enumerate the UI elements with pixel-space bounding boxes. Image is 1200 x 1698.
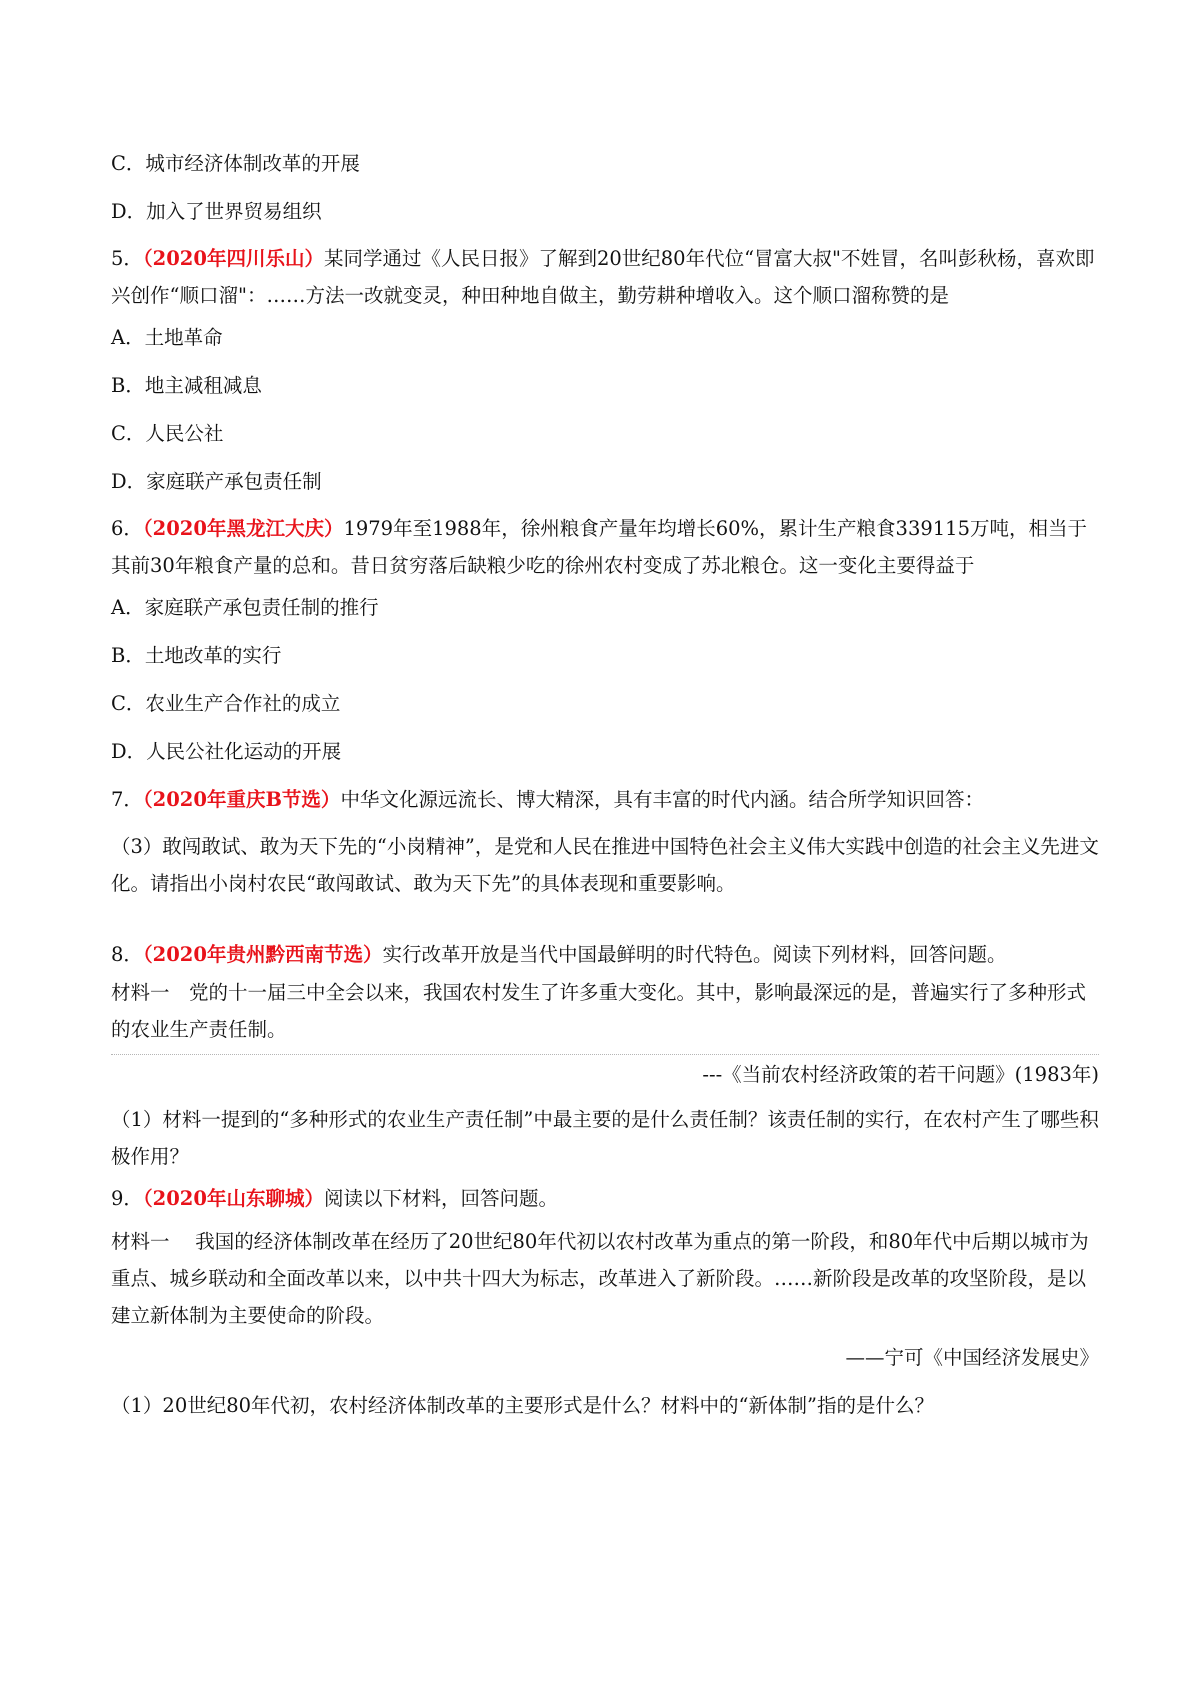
answer-space: [111, 902, 1099, 936]
q4-option-c[interactable]: C．城市经济体制改革的开展: [111, 152, 360, 175]
q8-source: （2020年贵州黔西南节选）: [142, 943, 383, 966]
q6-number: 6．: [111, 517, 143, 540]
q6-option-d[interactable]: D．人民公社化运动的开展: [111, 740, 342, 763]
q7-subquestion-3: （3）敢闯敢试、敢为天下先的“小岗精神”，是党和人民在推进中国特色社会主义伟大实践中创造的社会主义先进文化。请指出小岗村农民“敢闯敢试、敢为天下先”的具体表现和重要影响。: [111, 835, 1099, 895]
q9-stem: 阅读以下材料，回答问题。: [323, 1187, 558, 1210]
q7-stem: 中华文化源远流长、博大精深，具有丰富的时代内涵。结合所学知识回答：: [340, 788, 984, 811]
question-7: [111, 776, 1099, 824]
q7-number: 7．: [111, 788, 143, 811]
q8-stem: 实行改革开放是当代中国最鲜明的时代特色。阅读下列材料，回答问题。: [382, 943, 1007, 966]
q5-source: （2020年四川乐山）: [142, 247, 324, 270]
q5-option-b[interactable]: B．地主减租减息: [111, 374, 262, 397]
q5-option-c[interactable]: C．人民公社: [111, 422, 224, 445]
q6-option-c[interactable]: C．农业生产合作社的成立: [111, 692, 341, 715]
q5-option-a[interactable]: A．土地革命: [111, 326, 223, 349]
q8-number: 8．: [111, 943, 143, 966]
q6-option-a[interactable]: A．家庭联产承包责任制的推行: [111, 596, 379, 619]
q7-source: （2020年重庆B节选）: [142, 788, 341, 811]
q8-material-1: 材料一 党的十一届三中全会以来，我国农村发生了许多重大变化。其中，影响最深远的是，普遍实行了多种形式的农业生产责任制。: [111, 981, 1087, 1041]
q9-number: 9．: [111, 1187, 143, 1210]
q8-subquestion-1: （1）材料一提到的“多种形式的农业生产责任制”中最主要的是什么责任制？该责任制的实行，在农村产生了哪些积极作用？: [111, 1108, 1099, 1168]
q6-stem: 1979年至1988年，徐州粮食产量年均增长60%，累计生产粮食339115万吨，相当于其前30年粮食产量的总和。昔日贫穷落后缺粮少吃的徐州农村变成了苏北粮仓。这一变化主要得益于: [111, 517, 1087, 577]
q6-option-b[interactable]: B．土地改革的实行: [111, 644, 282, 667]
q9-citation: ——宁可《中国经济发展史》: [845, 1346, 1099, 1369]
q8-citation: ---《当前农村经济政策的若干问题》(1983年): [702, 1063, 1099, 1086]
q5-number: 5．: [111, 247, 143, 270]
question-6: [111, 510, 1099, 584]
question-5: [111, 240, 1099, 314]
q5-option-d[interactable]: D．家庭联产承包责任制: [111, 470, 322, 493]
question-9: [111, 1175, 1099, 1223]
question-8: [111, 936, 1099, 974]
q6-source: （2020年黑龙江大庆）: [142, 517, 344, 540]
q9-source: （2020年山东聊城）: [142, 1187, 324, 1210]
q4-option-d[interactable]: D．加入了世界贸易组织: [111, 200, 322, 223]
q5-stem: 某同学通过《人民日报》了解到20世纪80年代位“冒富大叔"不姓冒，名叫彭秋杨，喜欢即兴创作“顺口溜"：……方法一改就变灵，种田种地自做主，勤劳耕种增收入。这个顺口溜称赞的是: [111, 247, 1095, 307]
document-page: [111, 140, 1099, 1430]
q9-subquestion-1: （1）20世纪80年代初，农村经济体制改革的主要形式是什么？材料中的“新体制”指的是什么？: [111, 1394, 934, 1417]
q9-material-1: 材料一 我国的经济体制改革在经历了20世纪80年代初以农村改革为重点的第一阶段，和80年代中后期以城市为重点、城乡联动和全面改革以来，以中共十四大为标志，改革进入了新阶段。……新阶段是改革的攻坚阶段，是以建立新体制为主要使命的阶段。: [111, 1230, 1089, 1327]
